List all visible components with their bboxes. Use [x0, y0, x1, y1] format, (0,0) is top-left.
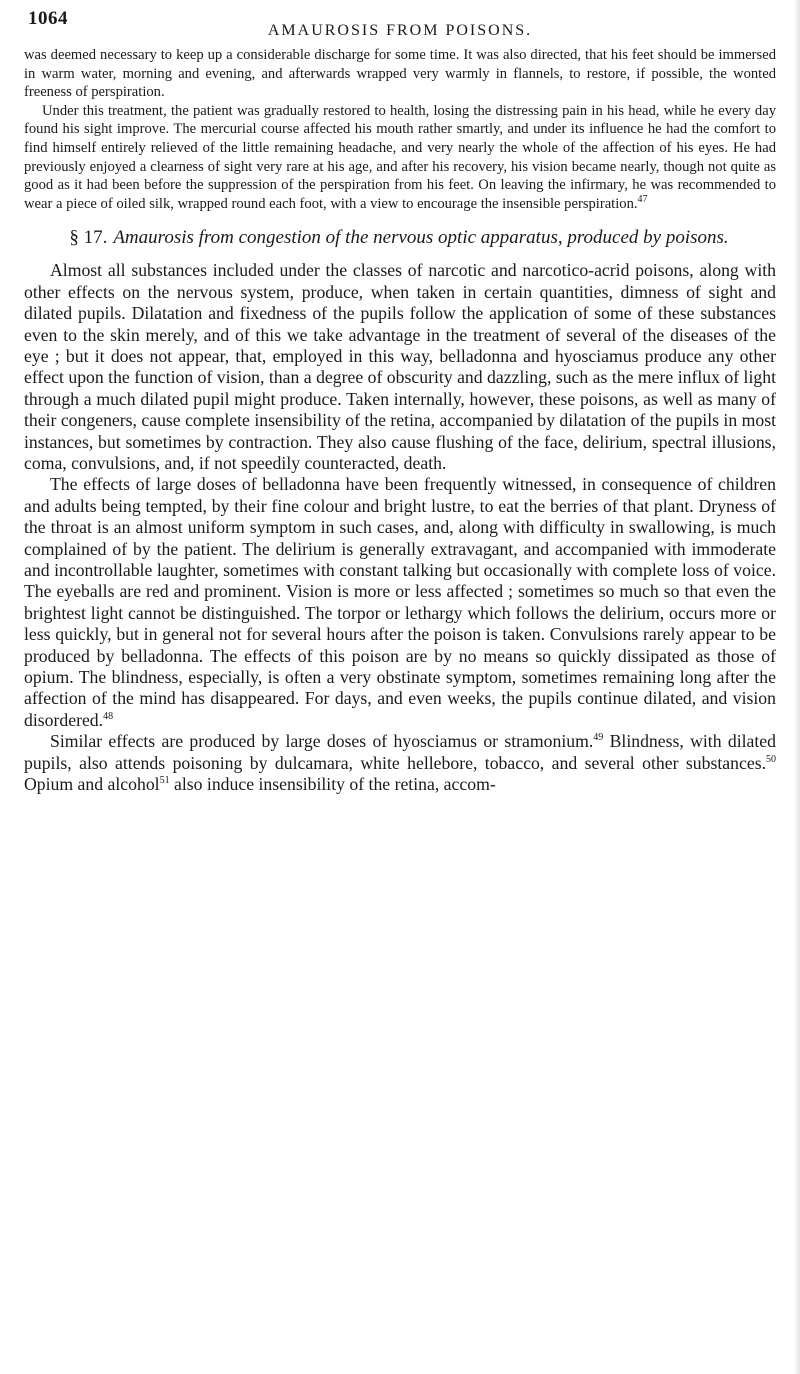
case-report-text: [24, 46, 776, 213]
page-edge-shadow: [794, 0, 800, 1374]
page-number: 1064: [28, 8, 68, 29]
section-number: § 17.: [69, 227, 108, 249]
running-head: AMAUROSIS FROM POISONS.: [267, 22, 533, 39]
footnote-ref: 49: [593, 732, 604, 744]
footnote-ref: 50: [766, 753, 776, 765]
paragraph: Under this treatment, the patient was gradually restored to health, losing the distressing pain in his head, while he every day found his sight improve. The mercurial course affected his mouth rather smartly, and under its influence he had the comfort to find himself entirely relieved of the little remaining headache, and very nearly the whole of the affection of his eyes. He had previously enjoyed a clearness of sight very rare at his age, and after his recovery, his vision became nearly, though not quite as good as it had been before the suppression of the perspiration from his feet. On leaving the infirmary, he was recommended to wear a piece of oiled silk, wrapped round each foot, with a view to encourage the insensible perspiration.$^{47}$: [24, 102, 776, 212]
main-text: [24, 260, 776, 795]
paragraph: Almost all substances included under the classes of narcotic and narcotico-acrid poisons, along with other effects on the nervous system, produce, when taken in certain quantities, dimness of sight and dilated pupils. Dilatation and fixedness of the pupils follow the application of some of these substances even to the skin merely, and of this we take advantage in the treatment of several of the diseases of the eye ; but it does not appear, that, employed in this way, belladonna and hyosciamus produce any other effect upon the function of vision, than a degree of obscurity and dazzling, such as the mere influx of light through a much dilated pupil might produce. Taken internally, however, these poisons, as well as many of their congeners, cause complete insensibility of the retina, accompanied by dilatation of the pupils in most instances, but sometimes by contraction. They also cause flushing of the face, delirium, spectral illusions, coma, convulsions, and, if not speedily counteracted, death.: [24, 260, 777, 473]
footnote-ref: 51: [159, 775, 170, 787]
paragraph: Similar effects are produced by large doses of hyosciamus or stramonium.$^{49}$ Blindness, with dilated pupils, also attends poisoning by dulcamara, white hellebore, tobacco, and several other substances.$^{50}$ Opium and alcohol$^{51}$ also induce insensibility of the retina, accom-: [24, 731, 776, 795]
footnote-ref: 48: [103, 710, 114, 722]
paragraph: was deemed necessary to keep up a considerable discharge for some time. It was also directed, that his feet should be immersed in warm water, morning and evening, and afterwards wrapped very warmly in flannels, to restore, if possible, the wonted freeness of perspiration.: [24, 47, 776, 101]
footnote-ref: 47: [637, 193, 648, 205]
section-heading: [24, 225, 776, 250]
page-header: [24, 6, 776, 46]
section-title: Amaurosis from congestion of the nervous optic apparatus, produced by poisons.: [113, 227, 729, 249]
paragraph: The effects of large doses of belladonna have been frequently witnessed, in consequence of children and adults being tempted, by their fine colour and bright lustre, to eat the berries of that plant. Dryness of the throat is an almost uniform symptom in such cases, and, along with difficulty in swallowing, is much complained of by the patient. The delirium is generally extravagant, and accompanied with immoderate and incontrollable laughter, sometimes with constant talking but occasionally with complete loss of voice. The eyeballs are red and prominent. Vision is more or less affected ; sometimes so much so that even the brightest light cannot be distinguished. The torpor or lethargy which follows the delirium, occurs more or less quickly, but in general not for several hours after the poison is taken. Convulsions rarely appear to be produced by belladonna. The effects of this poison are by no means so quickly dissipated as those of opium. The blindness, especially, is often a very obstinate symptom, sometimes remaining long after the affection of the mind has disappeared. For days, and even weeks, the pupils continue dilated, and vision disordered.$^{48}$: [24, 474, 776, 730]
